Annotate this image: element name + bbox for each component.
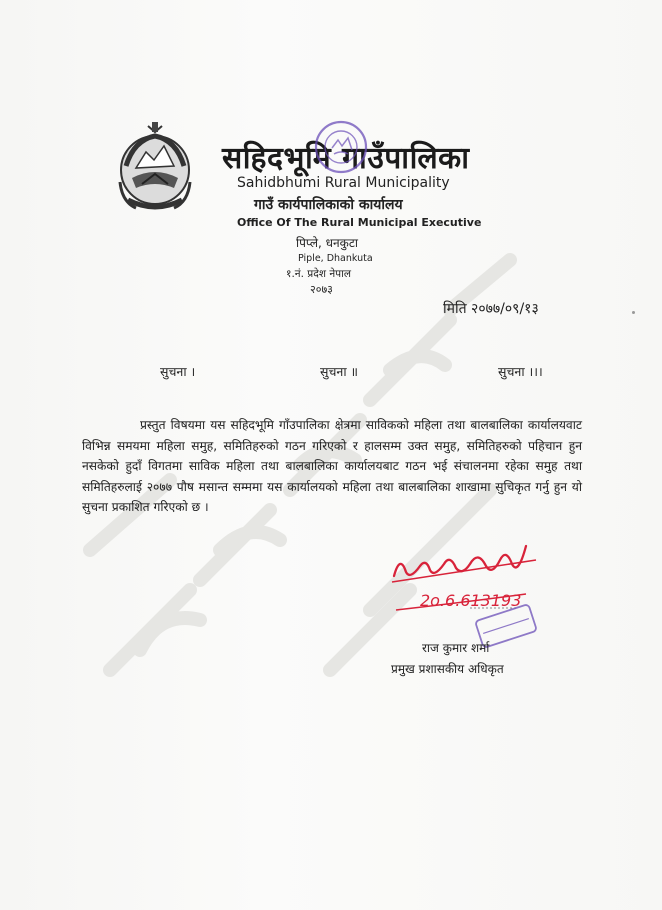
address-nepali: पिप्ले, धनकुटा — [296, 236, 359, 250]
notice-body — [82, 415, 582, 518]
handwritten-date: 2o.6.613193 — [420, 591, 522, 610]
province-line: १.नं. प्रदेश नेपाल — [286, 268, 351, 280]
notice-body-text: प्रस्तुत विषयमा यस सहिदभूमि गाँउपालिका क्षेत्रमा साविकको महिला तथा बालबालिका कार्यालयवाट विभिन्न समयमा महिला समुह, समितिहरुको गठन गरिएको र हालसम्म उक्त समुह, समितिहरुको पहिचान हुन नसकेको हुदाँ विगतमा साविक महिला तथा बालबालिका कार्यालयबाट गठन भई संचालनमा रहेका समुह तथा समितिहरुलाई २०७७ पौष मसान्त सम्ममा यस कार्यालयको महिला तथा बालबालिका शाखामा सुचिकृत गर्नु हुन यो सुचना प्रकाशित गरिएको छ । — [82, 418, 582, 514]
signatory-title: प्रमुख प्रशासकीय अधिकृत — [391, 662, 504, 676]
year-line: २०७३ — [310, 283, 333, 296]
municipality-title-nepali: सहिदभूमि गाउँपालिका — [222, 141, 470, 176]
paper-speck — [632, 311, 635, 314]
letter-date: मिति २०७७/०९/१३ — [443, 301, 539, 317]
address-english: Piple, Dhankuta — [298, 253, 373, 264]
notice-label-2: सुचना ॥ — [320, 364, 359, 379]
notice-label-1: सुचना । — [160, 364, 196, 379]
office-title-english: Office Of The Rural Municipal Executive — [237, 216, 482, 229]
office-stamp — [312, 118, 370, 176]
nepal-emblem-logo — [112, 122, 198, 218]
municipality-title-english: Sahidbhumi Rural Municipality — [237, 175, 450, 191]
signatory-name: राज कुमार शर्मा — [422, 641, 490, 655]
notice-label-3: सुचना ।।। — [498, 364, 543, 379]
handwritten-signature — [386, 536, 546, 651]
office-title-nepali: गाउँ कार्यपालिकाको कार्यालय — [254, 197, 403, 213]
